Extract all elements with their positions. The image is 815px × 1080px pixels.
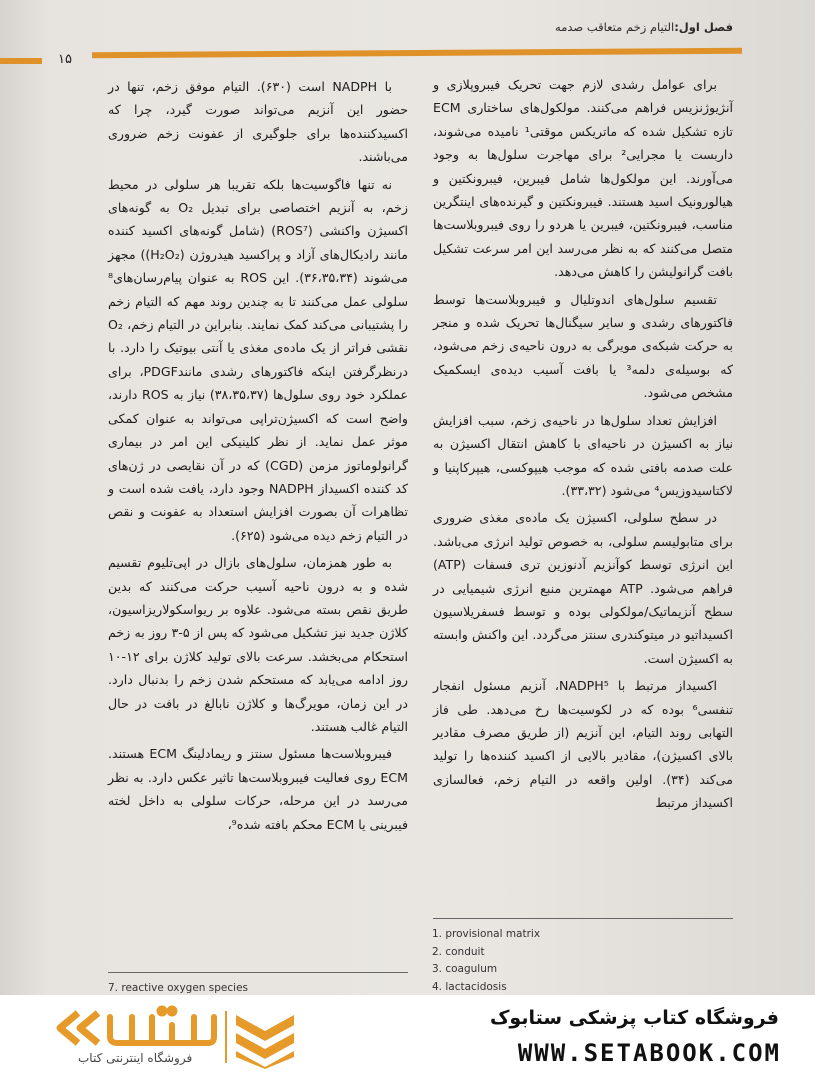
chapter-label: فصل اول:	[674, 20, 733, 34]
chapter-title: التیام زخم متعاقب صدمه	[555, 20, 675, 34]
paragraph: برای عوامل رشدی لازم جهت تحریک فیبروپلازی و آنژیوژنزیس فراهم می‌کنند. مولکول‌های ساختاری ECM تازه تشکیل شده که ماتریکس موقتی¹ نامیده می‌شوند، داربست یا مجرایی² برای مهاجرت سلول‌ها به وجود می‌آورند. این مولکول‌ها شامل فیبرین، فیبرونکتین و هیالورونیک اسید هستند. فیبرونکتین و گیرنده‌های اینتگرین مناسب، فیبرونکتین، فیبرین یا هردو را روی فیبروبلاست‌ها متصل می‌کنند که به نظر می‌رسد این امر سرعت تشکیل بافت گرانولیشن را کاهش می‌دهد.	[433, 77, 734, 280]
header-rule-left	[0, 58, 42, 64]
footnotes	[432, 926, 732, 996]
setabook-logo-icon[interactable]	[48, 1003, 220, 1053]
header-rule-right	[92, 48, 742, 59]
store-name: فروشگاه کتاب پزشکی ستابوک	[489, 1007, 779, 1029]
chevron-logo-icon	[236, 1009, 294, 1069]
paragraph: تقسیم سلول‌های اندوتلیال و فیبروبلاست‌ها توسط فاکتورهای رشدی و سایر سیگنال‌ها تحریک شده و منجر به حرکت شبکه‌ی مویرگی به درون ناحیه‌ی زخم می‌شود، که بوسیله‌ی دلمه³ یا بافت آسیب دیده‌ی ایسکمیک مشخص می‌شود.	[433, 291, 734, 401]
paragraph: با NADPH است (۶۳۰). التیام موفق زخم، تنها در حضور این آنزیم می‌تواند صورت گیرد، چرا که اکسیدکننده‌ها برای جلوگیری از عفونت زخم ضروری می‌باشند.	[108, 79, 408, 165]
footnote: 2. conduit	[432, 945, 485, 958]
footnote: 3. coagulum	[432, 963, 498, 975]
footnote: 4. lactacidosis	[432, 980, 507, 993]
paragraph: در سطح سلولی، اکسیژن یک ماده‌ی مغذی ضروری برای متابولیسم سلولی، به خصوص تولید انرژی می‌باشد. این انرژی توسط کوآنزیم آدنوزین تری فسفات (ATP) فراهم می‌شود. ATP مهمترین منبع انرژی شیمیایی در سطح آنزیماتیک/مولکولی بوده و توسط فسفریلاسیون اکسیداتیو در میتوکندری سنتز می‌گردد. این واکنش وابسته به اکسیژن است.	[433, 510, 733, 666]
right-column	[433, 73, 733, 819]
page-number: ۱۵	[58, 52, 72, 67]
paragraph: نه تنها فاگوسیت‌ها بلکه تقریبا هر سلولی در محیط زخم، به آنزیم اختصاصی برای تبدیل O₂ به گونه‌های اکسیژن واکنشی (ROS⁷) (شامل گونه‌های اکسید کننده مانند رادیکال‌های آزاد و پراکسید هیدروژن (H₂O₂)) مجهز می‌شوند (۳۶،۳۵،۳۴). این ROS به عنوان پیام‌رسان‌های⁸ سلولی عمل می‌کنند تا به چندین روند مهم که التیام زخم را پشتیبانی می‌کند کمک نمایند. بنابراین در التیام زخم، O₂ نقشی فراتر از یک ماده‌ی مغذی یا آنتی بیوتیک را دارد. با درنظرگرفتن اینکه فاکتورهای رشدی مانندPDGF، برای عملکرد خود روی سلول‌ها (۳۸،۳۵،۳۷) نیاز به ROS دارند، واضح است که اکسیژن‌تراپی می‌تواند به عنوان کمکی موثر عمل نماید. از نظر کلینیکی این امر در بیماری گرانولوماتوز مزمن (CGD) که در آن نقایصی در ژن‌های کد کننده اکسیداز NADPH وجود دارد، یافت شده است و تظاهرات آن بصورت افزایش استعداد به عفونت و نقص در التیام زخم دیده می‌شود (۶۲۵).	[108, 176, 409, 543]
chapter-header	[555, 20, 733, 34]
logo-tagline: فروشگاه اینترنتی کتاب	[78, 1051, 193, 1065]
paragraph: به طور همزمان، سلول‌های بازال در اپی‌تلیوم تقسیم شده و به درون ناحیه آسیب حرکت می‌کنند که بدین طریق نقص بسته می‌شود. علاوه بر ریواسکولاریزاسیون، کلاژن جدید نیز تشکیل می‌شود که پس از ۵-۳ روز به زخم استحکام می‌بخشد. سرعت بالای تولید کلاژن برای ۱۲-۱۰ روز ادامه می‌یابد که مستحکم شدن زخم را بدنبال دارد. در این زمان، مویرگ‌ها و کلاژن نابالغ در بافت در حال التیام غالب هستند.	[108, 555, 408, 734]
store-banner	[0, 995, 815, 1080]
paragraph: اکسیداز مرتبط با NADPH⁵، آنزیم مسئول انفجار تنفسی⁶ بوده که در لکوسیت‌ها رخ می‌دهد. طی فاز التهابی روند التیام، این آنزیم (از طریق مصرف مقادیر بالای اکسیژن)، مقادیر بالایی از اکسید کننده‌ها را تولید می‌کند (۳۴). اولین واقعه در التیام زخم، فعالسازی اکسیداز مرتبط	[433, 678, 733, 811]
store-url-link[interactable]: WWW.SETABOOK.COM	[517, 1039, 781, 1067]
footnote-divider	[108, 972, 408, 973]
logo-divider	[225, 1011, 227, 1063]
footnote: 7. reactive oxygen species	[108, 982, 249, 994]
paragraph: فیبروبلاست‌ها مسئول سنتز و ریمادلینگ ECM هستند. ECM روی فعالیت فیبروبلاست‌ها تاثیر عکس دارد. به نظر می‌رسد در این مرحله، حرکات سلولی به داخل لخته فیبرینی یا ECM محکم بافته شده⁹،	[108, 746, 408, 832]
left-column	[108, 75, 408, 840]
paragraph: افزایش تعداد سلول‌ها در ناحیه‌ی زخم، سبب افزایش نیاز به اکسیژن در ناحیه‌ای با کاهش انتقال اکسیژن به علت صدمه بافتی شده که موجب هیپوکسی، هیپرکاپنیا و لاکتاسیدوزیس⁴ می‌شود (۳۳،۳۲).	[433, 412, 733, 498]
footnote-divider	[433, 918, 733, 919]
footnote: 1. provisional matrix	[432, 928, 541, 940]
